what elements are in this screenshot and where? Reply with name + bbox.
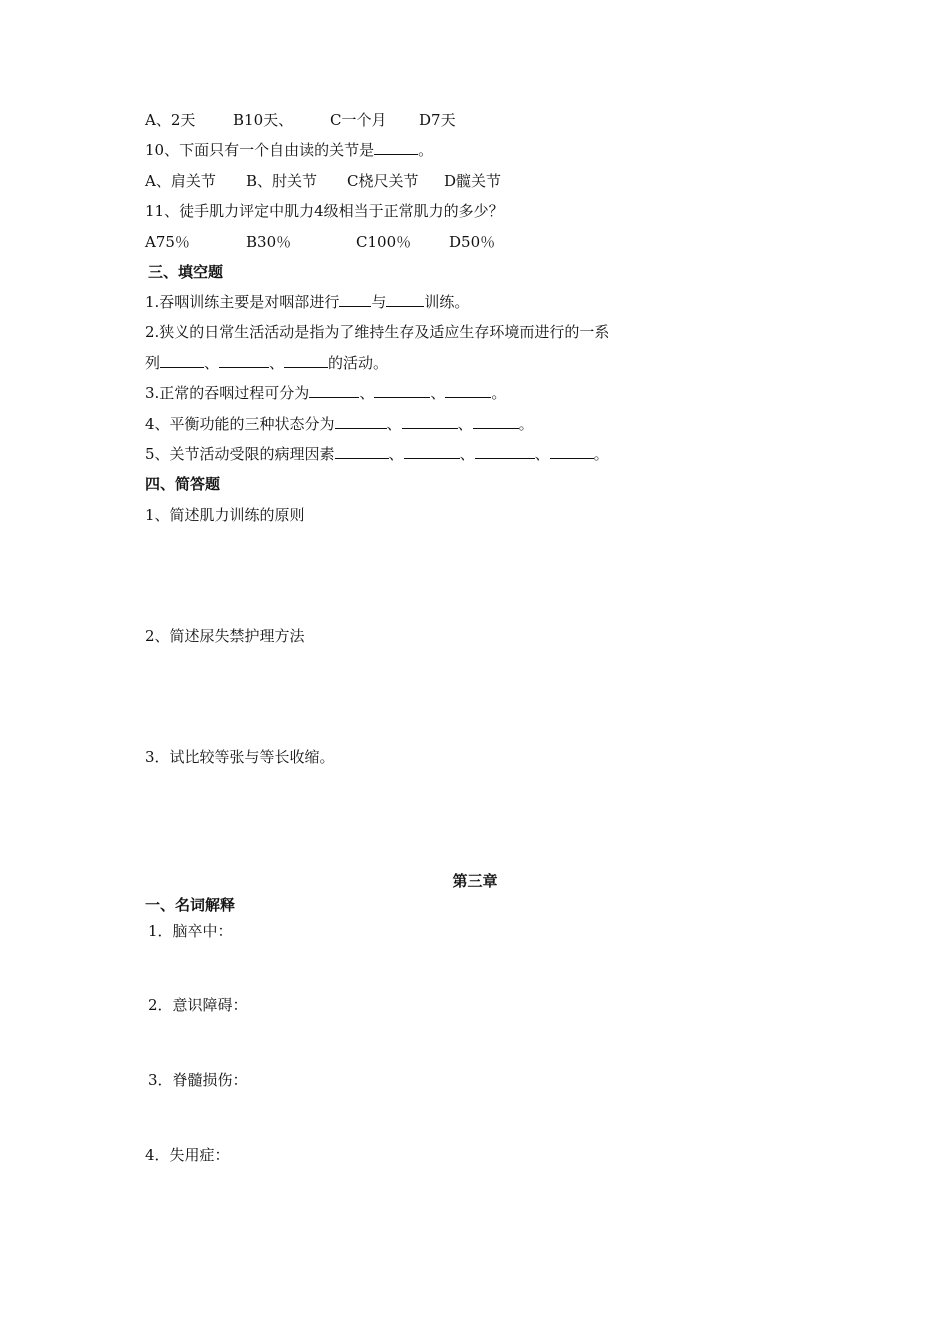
q10-option-a: A、肩关节 xyxy=(145,172,216,190)
fill3-sep-1: 、 xyxy=(359,384,375,402)
fill3-end: 。 xyxy=(491,384,507,402)
short-question-3: 3．试比较等张与等长收缩。 xyxy=(145,748,335,766)
fill1-text-b: 与 xyxy=(371,293,387,311)
fill4-sep-1: 、 xyxy=(386,415,402,433)
q10-text: 10、下面只有一个自由读的关节是 xyxy=(145,141,375,159)
fill2-sep-2: 、 xyxy=(269,354,285,372)
fill3-blank-1 xyxy=(309,383,359,398)
fill5-blank-3 xyxy=(475,444,535,459)
fill-question-4 xyxy=(145,414,534,434)
fill2-blank-2 xyxy=(219,353,269,368)
q10-option-c: C桡尺关节 xyxy=(347,172,419,190)
fill5-sep-2: 、 xyxy=(459,445,475,463)
q10-stem xyxy=(145,140,433,160)
q11-options xyxy=(145,232,495,252)
fill3-sep-2: 、 xyxy=(430,384,446,402)
section-short-answer-title: 四、简答题 xyxy=(145,475,221,493)
fill-question-2-line1: 2.狭义的日常生活活动是指为了维持生存及适应生存环境而进行的一系 xyxy=(145,323,610,341)
fill-question-2-line2 xyxy=(145,353,388,373)
fill4-sep-2: 、 xyxy=(457,415,473,433)
fill5-blank-2 xyxy=(404,444,460,459)
fill2-blank-1 xyxy=(160,353,204,368)
q9-options xyxy=(145,110,456,130)
fill5-blank-1 xyxy=(335,444,389,459)
fill5-blank-4 xyxy=(550,444,594,459)
fill3-blank-3 xyxy=(445,383,491,398)
q11-stem: 11、徒手肌力评定中肌力4级相当于正常肌力的多少？ xyxy=(145,202,504,220)
fill1-blank-2 xyxy=(386,292,424,307)
q9-option-b: B10天、 xyxy=(233,111,294,129)
q9-option-d: D7天 xyxy=(419,111,456,129)
section-fill-in-title: 三、填空题 xyxy=(148,263,224,281)
fill-question-5 xyxy=(145,444,609,464)
fill3-blank-2 xyxy=(374,383,430,398)
fill3-text: 3.正常的吞咽过程可分为 xyxy=(145,384,310,402)
fill2-text-a: 列 xyxy=(145,354,161,372)
fill1-text-c: 训练。 xyxy=(424,293,470,311)
fill5-sep-3: 、 xyxy=(534,445,550,463)
fill4-text: 4、平衡功能的三种状态分为 xyxy=(145,415,335,433)
term-2: 2．意识障碍： xyxy=(148,996,248,1014)
term-1: 1．脑卒中： xyxy=(148,922,233,940)
fill2-text-b: 的活动。 xyxy=(328,354,389,372)
fill4-blank-1 xyxy=(335,414,387,429)
q11-option-b: B30％ xyxy=(246,233,292,251)
short-question-2: 2、简述尿失禁护理方法 xyxy=(145,627,305,645)
fill4-end: 。 xyxy=(518,415,534,433)
fill1-blank-1 xyxy=(339,292,371,307)
fill4-blank-2 xyxy=(402,414,458,429)
fill-question-3 xyxy=(145,383,506,403)
fill5-end: 。 xyxy=(593,445,609,463)
term-3: 3．脊髓损伤： xyxy=(148,1071,248,1089)
chapter-title: 第三章 xyxy=(452,872,498,890)
q9-option-a: A、2天 xyxy=(145,111,196,129)
q11-option-d: D50％ xyxy=(449,233,496,251)
term-4: 4．失用症： xyxy=(145,1146,230,1164)
q9-option-c: C一个月 xyxy=(330,111,387,129)
q10-options xyxy=(145,171,501,191)
q10-end: 。 xyxy=(418,141,434,159)
fill4-blank-3 xyxy=(473,414,519,429)
fill2-sep-1: 、 xyxy=(204,354,220,372)
short-question-1: 1、简述肌力训练的原则 xyxy=(145,506,305,524)
q11-option-c: C100％ xyxy=(356,233,412,251)
fill5-text: 5、关节活动受限的病理因素 xyxy=(145,445,335,463)
q10-option-d: D髋关节 xyxy=(444,172,502,190)
fill-question-1 xyxy=(145,292,469,312)
section-terms-title: 一、名词解释 xyxy=(145,896,236,914)
q10-blank xyxy=(374,140,418,155)
fill1-text-a: 1.吞咽训练主要是对咽部进行 xyxy=(145,293,340,311)
fill5-sep-1: 、 xyxy=(388,445,404,463)
fill2-blank-3 xyxy=(284,353,328,368)
q10-option-b: B、肘关节 xyxy=(246,172,318,190)
q11-option-a: A75％ xyxy=(145,233,190,251)
